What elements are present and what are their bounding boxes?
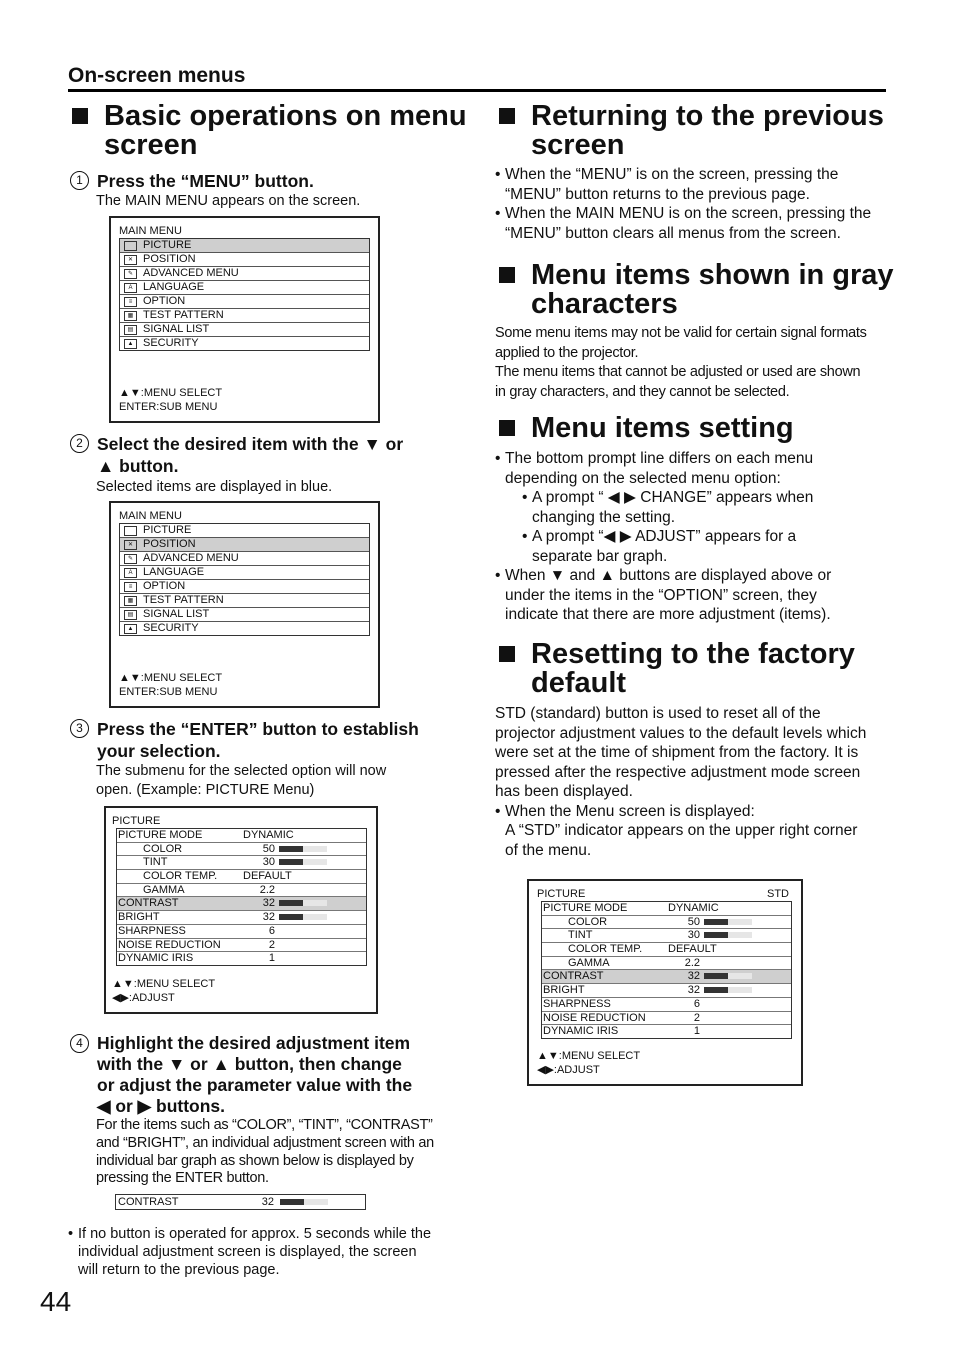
row-label: COLOR TEMP. xyxy=(143,870,218,883)
body-line: under the items in the “OPTION” screen, they xyxy=(505,586,817,604)
heading-line: default xyxy=(531,667,627,699)
main-menu-screen-2 xyxy=(109,501,380,708)
step-desc: The MAIN MENU appears on the screen. xyxy=(96,193,361,209)
row-value: 1 xyxy=(268,952,275,965)
row-bar-fill xyxy=(279,859,303,865)
menu-item-language[interactable]: A LANGUAGE xyxy=(120,281,369,295)
option-icon: ≡ xyxy=(124,582,137,592)
test-pattern-icon: ▦ xyxy=(124,596,137,606)
option-icon: ≡ xyxy=(124,297,137,307)
heading-line: screen xyxy=(104,129,198,161)
step-title: Press the “MENU” button. xyxy=(97,171,314,191)
menu-item-option[interactable]: ≡ OPTION xyxy=(120,295,369,309)
row-value: DEFAULT xyxy=(243,870,292,883)
step-desc-line: For the items such as “COLOR”, “TINT”, “CONTRAST” xyxy=(96,1117,433,1133)
menu-item-security[interactable]: ▲ SECURITY xyxy=(120,622,369,635)
step-number: 4 xyxy=(70,1034,89,1053)
resetting-body xyxy=(495,704,866,860)
row-label: TINT xyxy=(568,929,593,942)
menu-footer-select: ▲▼:MENU SELECT xyxy=(119,387,223,399)
row-bar-graph[interactable] xyxy=(704,987,752,993)
heading-line: Returning to the previous xyxy=(531,100,884,132)
row-label: BRIGHT xyxy=(543,984,585,997)
body-line: applied to the projector. xyxy=(495,344,639,361)
body-line: • When the “MENU” is on the screen, pressing the xyxy=(495,165,871,185)
body-line: • The bottom prompt line differs on each menu xyxy=(495,449,831,469)
step-desc: Selected items are displayed in blue. xyxy=(96,479,333,495)
menu-footer-select: ▲▼:MENU SELECT xyxy=(112,978,216,990)
step-desc xyxy=(96,762,386,800)
step-title-line: Select the desired item with the ▼ or xyxy=(97,434,404,454)
body-line: STD (standard) button is used to reset all of the xyxy=(495,705,821,722)
menu-list xyxy=(119,238,370,351)
heading-menu-items-setting xyxy=(499,414,899,443)
menu-list xyxy=(119,523,370,636)
menu-item-signal-list[interactable]: ▤ SIGNAL LIST xyxy=(120,608,369,622)
body-line: depending on the selected menu option: xyxy=(505,469,781,487)
contrast-bar-graph[interactable] xyxy=(280,1199,328,1205)
menu-title: PICTURE xyxy=(112,815,161,827)
menu-item-position[interactable]: ✕ POSITION xyxy=(120,538,369,552)
menu-footer-enter: ENTER:SUB MENU xyxy=(119,686,218,698)
step-title-line: ◀ or ▶ buttons. xyxy=(97,1096,226,1116)
body-line: indicate that there are more adjustment (items). xyxy=(505,606,831,623)
row-value: 2.2 xyxy=(684,956,700,969)
row-label: NOISE REDUCTION xyxy=(543,1011,646,1024)
row-label: CONTRAST xyxy=(543,970,604,983)
row-label: BRIGHT xyxy=(118,911,160,924)
step-2 xyxy=(70,433,460,477)
row-label: DYNAMIC IRIS xyxy=(118,952,194,965)
language-icon: A xyxy=(124,568,137,578)
body-line: pressed after the respective adjustment mode screen xyxy=(495,763,861,781)
row-label: GAMMA xyxy=(568,956,610,969)
row-bar-graph[interactable] xyxy=(279,914,327,920)
row-value: 6 xyxy=(268,924,275,937)
body-line: has been displayed. xyxy=(495,783,633,800)
row-bar-fill xyxy=(704,987,728,993)
row-bar-graph[interactable] xyxy=(704,973,752,979)
header-rule xyxy=(68,89,886,92)
row-value: 2 xyxy=(693,1011,700,1024)
picture-menu-row[interactable] xyxy=(117,843,366,857)
row-value: 32 xyxy=(262,897,275,910)
step-number: 1 xyxy=(70,171,89,190)
main-menu-screen xyxy=(109,216,380,423)
row-label: TINT xyxy=(143,856,168,869)
menu-item-test-pattern[interactable]: ▦ TEST PATTERN xyxy=(120,594,369,608)
row-value: 32 xyxy=(687,970,700,983)
note-line: • If no button is operated for approx. 5 seconds while the xyxy=(68,1226,431,1244)
step-title-line: Highlight the desired adjustment item xyxy=(97,1033,411,1053)
row-label: SHARPNESS xyxy=(543,997,611,1010)
row-label: GAMMA xyxy=(143,883,185,896)
heading-line: screen xyxy=(531,129,625,161)
section-header: On-screen menus xyxy=(68,64,246,87)
step-desc xyxy=(96,1117,434,1188)
body-line: • When the Menu screen is displayed: xyxy=(495,802,866,822)
row-label: COLOR xyxy=(568,915,608,928)
menu-items-setting-body xyxy=(495,449,831,625)
row-bar-fill xyxy=(279,846,303,852)
row-bar-fill xyxy=(704,919,728,925)
note xyxy=(68,1226,431,1279)
row-bar-graph[interactable] xyxy=(279,859,327,865)
picture-menu-row[interactable] xyxy=(542,957,791,971)
row-bar-fill xyxy=(704,973,728,979)
picture-icon xyxy=(124,241,137,251)
heading-line: Basic operations on menu xyxy=(104,100,467,132)
body-line: • A prompt “◀ ▶ ADJUST” appears for a xyxy=(522,527,831,547)
menu-title: MAIN MENU xyxy=(119,225,182,237)
body-line: in gray characters, and they cannot be selected. xyxy=(495,383,790,400)
menu-item-test-pattern[interactable]: ▦ TEST PATTERN xyxy=(120,309,369,323)
menu-footer-adjust: ◀▶:ADJUST xyxy=(537,1064,600,1076)
menu-item-advanced[interactable]: ✎ ADVANCED MENU xyxy=(120,267,369,281)
heading-line: Menu items shown in gray xyxy=(531,259,894,291)
step-desc-line: open. (Example: PICTURE Menu) xyxy=(96,782,315,798)
step-number: 2 xyxy=(70,434,89,453)
picture-menu-list xyxy=(541,901,792,1039)
step-desc-line: pressing the ENTER button. xyxy=(96,1170,269,1187)
advanced-icon: ✎ xyxy=(124,554,137,564)
picture-menu-row[interactable] xyxy=(117,897,366,911)
menu-footer-adjust: ◀▶:ADJUST xyxy=(112,992,175,1004)
row-value: 32 xyxy=(687,984,700,997)
step-3 xyxy=(70,718,470,762)
row-label: SHARPNESS xyxy=(118,924,186,937)
body-line: “MENU” button returns to the previous page. xyxy=(505,185,810,203)
step-title-line: your selection. xyxy=(97,741,221,761)
row-label: PICTURE MODE xyxy=(118,829,203,841)
menu-item-picture[interactable]: PICTURE xyxy=(120,524,369,538)
menu-title: PICTURE xyxy=(537,888,586,900)
picture-menu-row[interactable] xyxy=(117,952,366,965)
row-label: CONTRAST xyxy=(118,897,179,910)
signal-list-icon: ▤ xyxy=(124,325,137,335)
menu-item-advanced[interactable]: ✎ ADVANCED MENU xyxy=(120,552,369,566)
step-desc-line: The submenu for the selected option will now xyxy=(96,763,387,779)
menu-item-option[interactable]: ≡ OPTION xyxy=(120,580,369,594)
contrast-label: CONTRAST xyxy=(118,1196,179,1208)
row-bar-fill xyxy=(704,932,728,938)
step-title-line: or adjust the parameter value with the xyxy=(97,1075,413,1095)
body-line: projector adjustment values to the default levels which xyxy=(495,724,867,742)
picture-menu-row[interactable] xyxy=(117,829,366,843)
picture-menu-row[interactable] xyxy=(117,925,366,939)
heading-resetting xyxy=(499,640,899,698)
row-value: 6 xyxy=(693,997,700,1010)
body-line: A “STD” indicator appears on the upper right corner xyxy=(505,822,858,839)
picture-menu-row[interactable] xyxy=(542,916,791,930)
menu-item-security[interactable]: ▲ SECURITY xyxy=(120,337,369,350)
row-value: 50 xyxy=(262,842,275,855)
picture-menu-row[interactable] xyxy=(542,902,791,916)
step-1 xyxy=(70,170,460,192)
note-line: individual adjustment screen is displayed, the screen xyxy=(78,1243,417,1260)
menu-footer-enter: ENTER:SUB MENU xyxy=(119,401,218,413)
step-title-line: ▲ button. xyxy=(97,456,179,476)
picture-menu-screen xyxy=(104,806,378,1014)
menu-footer-select: ▲▼:MENU SELECT xyxy=(537,1050,641,1062)
step-title-line: Press the “ENTER” button to establish xyxy=(97,719,419,739)
row-value: DEFAULT xyxy=(668,943,717,956)
picture-menu-screen-std xyxy=(527,879,803,1086)
body-line: changing the setting. xyxy=(532,508,676,526)
picture-menu-row[interactable] xyxy=(542,970,791,984)
contrast-adjust-bar[interactable] xyxy=(115,1194,366,1210)
picture-menu-row[interactable] xyxy=(542,998,791,1012)
signal-list-icon: ▤ xyxy=(124,610,137,620)
contrast-value: 32 xyxy=(261,1196,274,1208)
row-bar-fill xyxy=(279,914,303,920)
heading-returning xyxy=(499,102,899,160)
body-line: • When ▼ and ▲ buttons are displayed above or xyxy=(495,566,831,586)
row-bar-fill xyxy=(279,900,303,906)
position-icon: ✕ xyxy=(124,255,137,265)
step-4 xyxy=(70,1033,460,1117)
step-desc-line: individual bar graph as shown below is displayed by xyxy=(96,1152,414,1169)
picture-menu-row[interactable] xyxy=(117,911,366,925)
row-value: DYNAMIC xyxy=(243,829,294,841)
row-value: 2 xyxy=(268,938,275,951)
std-indicator: STD xyxy=(767,888,789,900)
picture-menu-row[interactable] xyxy=(542,929,791,943)
row-label: COLOR TEMP. xyxy=(568,943,643,956)
picture-menu-row[interactable] xyxy=(117,939,366,953)
row-value: 32 xyxy=(262,911,275,924)
picture-icon xyxy=(124,526,137,536)
step-desc-line: and “BRIGHT”, an individual adjustment screen with an xyxy=(96,1134,434,1151)
row-label: PICTURE MODE xyxy=(543,902,628,914)
note-line: will return to the previous page. xyxy=(78,1261,280,1278)
picture-menu-row[interactable] xyxy=(117,870,366,884)
returning-body xyxy=(495,165,871,243)
row-bar-graph[interactable] xyxy=(279,900,327,906)
step-number: 3 xyxy=(70,719,89,738)
heading-basic-operations xyxy=(72,102,472,160)
row-value: 50 xyxy=(687,915,700,928)
body-line: of the menu. xyxy=(505,841,592,859)
row-value: 30 xyxy=(262,856,275,869)
language-icon: A xyxy=(124,283,137,293)
picture-menu-row[interactable] xyxy=(542,1012,791,1026)
row-value: 1 xyxy=(693,1025,700,1038)
heading-line: characters xyxy=(531,288,678,320)
heading-gray-items xyxy=(499,261,899,319)
row-bar-graph[interactable] xyxy=(704,932,752,938)
menu-title: MAIN MENU xyxy=(119,510,182,522)
row-bar-graph[interactable] xyxy=(704,919,752,925)
row-value: 30 xyxy=(687,929,700,942)
row-label: NOISE REDUCTION xyxy=(118,938,221,951)
picture-menu-row[interactable] xyxy=(117,884,366,898)
picture-menu-row[interactable] xyxy=(542,1025,791,1038)
picture-menu-row[interactable] xyxy=(542,984,791,998)
menu-item-language[interactable]: A LANGUAGE xyxy=(120,566,369,580)
picture-menu-row[interactable] xyxy=(117,856,366,870)
menu-footer-select: ▲▼:MENU SELECT xyxy=(119,672,223,684)
row-value: 2.2 xyxy=(259,883,275,896)
security-icon: ▲ xyxy=(124,339,137,349)
row-label: COLOR xyxy=(143,842,183,855)
heading-line: Resetting to the factory xyxy=(531,638,855,670)
picture-menu-row[interactable] xyxy=(542,943,791,957)
test-pattern-icon: ▦ xyxy=(124,311,137,321)
body-line: Some menu items may not be valid for certain signal formats xyxy=(495,325,867,341)
menu-item-signal-list[interactable]: ▤ SIGNAL LIST xyxy=(120,323,369,337)
body-line: • When the MAIN MENU is on the screen, pressing the xyxy=(495,204,871,224)
picture-menu-list xyxy=(116,828,367,966)
body-line: The menu items that cannot be adjusted or used are shown xyxy=(495,364,861,380)
security-icon: ▲ xyxy=(124,624,137,634)
menu-item-position[interactable]: ✕ POSITION xyxy=(120,253,369,267)
page-number: 44 xyxy=(40,1286,72,1317)
row-value: DYNAMIC xyxy=(668,902,719,914)
row-label: DYNAMIC IRIS xyxy=(543,1025,619,1038)
position-icon: ✕ xyxy=(124,540,137,550)
step-title-line: with the ▼ or ▲ button, then change xyxy=(97,1054,402,1074)
body-line: were set at the time of shipment from the factory. It is xyxy=(495,744,859,761)
row-bar-graph[interactable] xyxy=(279,846,327,852)
menu-item-picture[interactable]: PICTURE xyxy=(120,239,369,253)
heading-line: Menu items setting xyxy=(531,412,794,444)
body-line: separate bar graph. xyxy=(532,547,668,565)
body-line: • A prompt “ ◀ ▶ CHANGE” appears when xyxy=(522,488,831,508)
gray-items-body xyxy=(495,324,867,402)
body-line: “MENU” button clears all menus from the screen. xyxy=(505,224,841,242)
advanced-icon: ✎ xyxy=(124,269,137,279)
